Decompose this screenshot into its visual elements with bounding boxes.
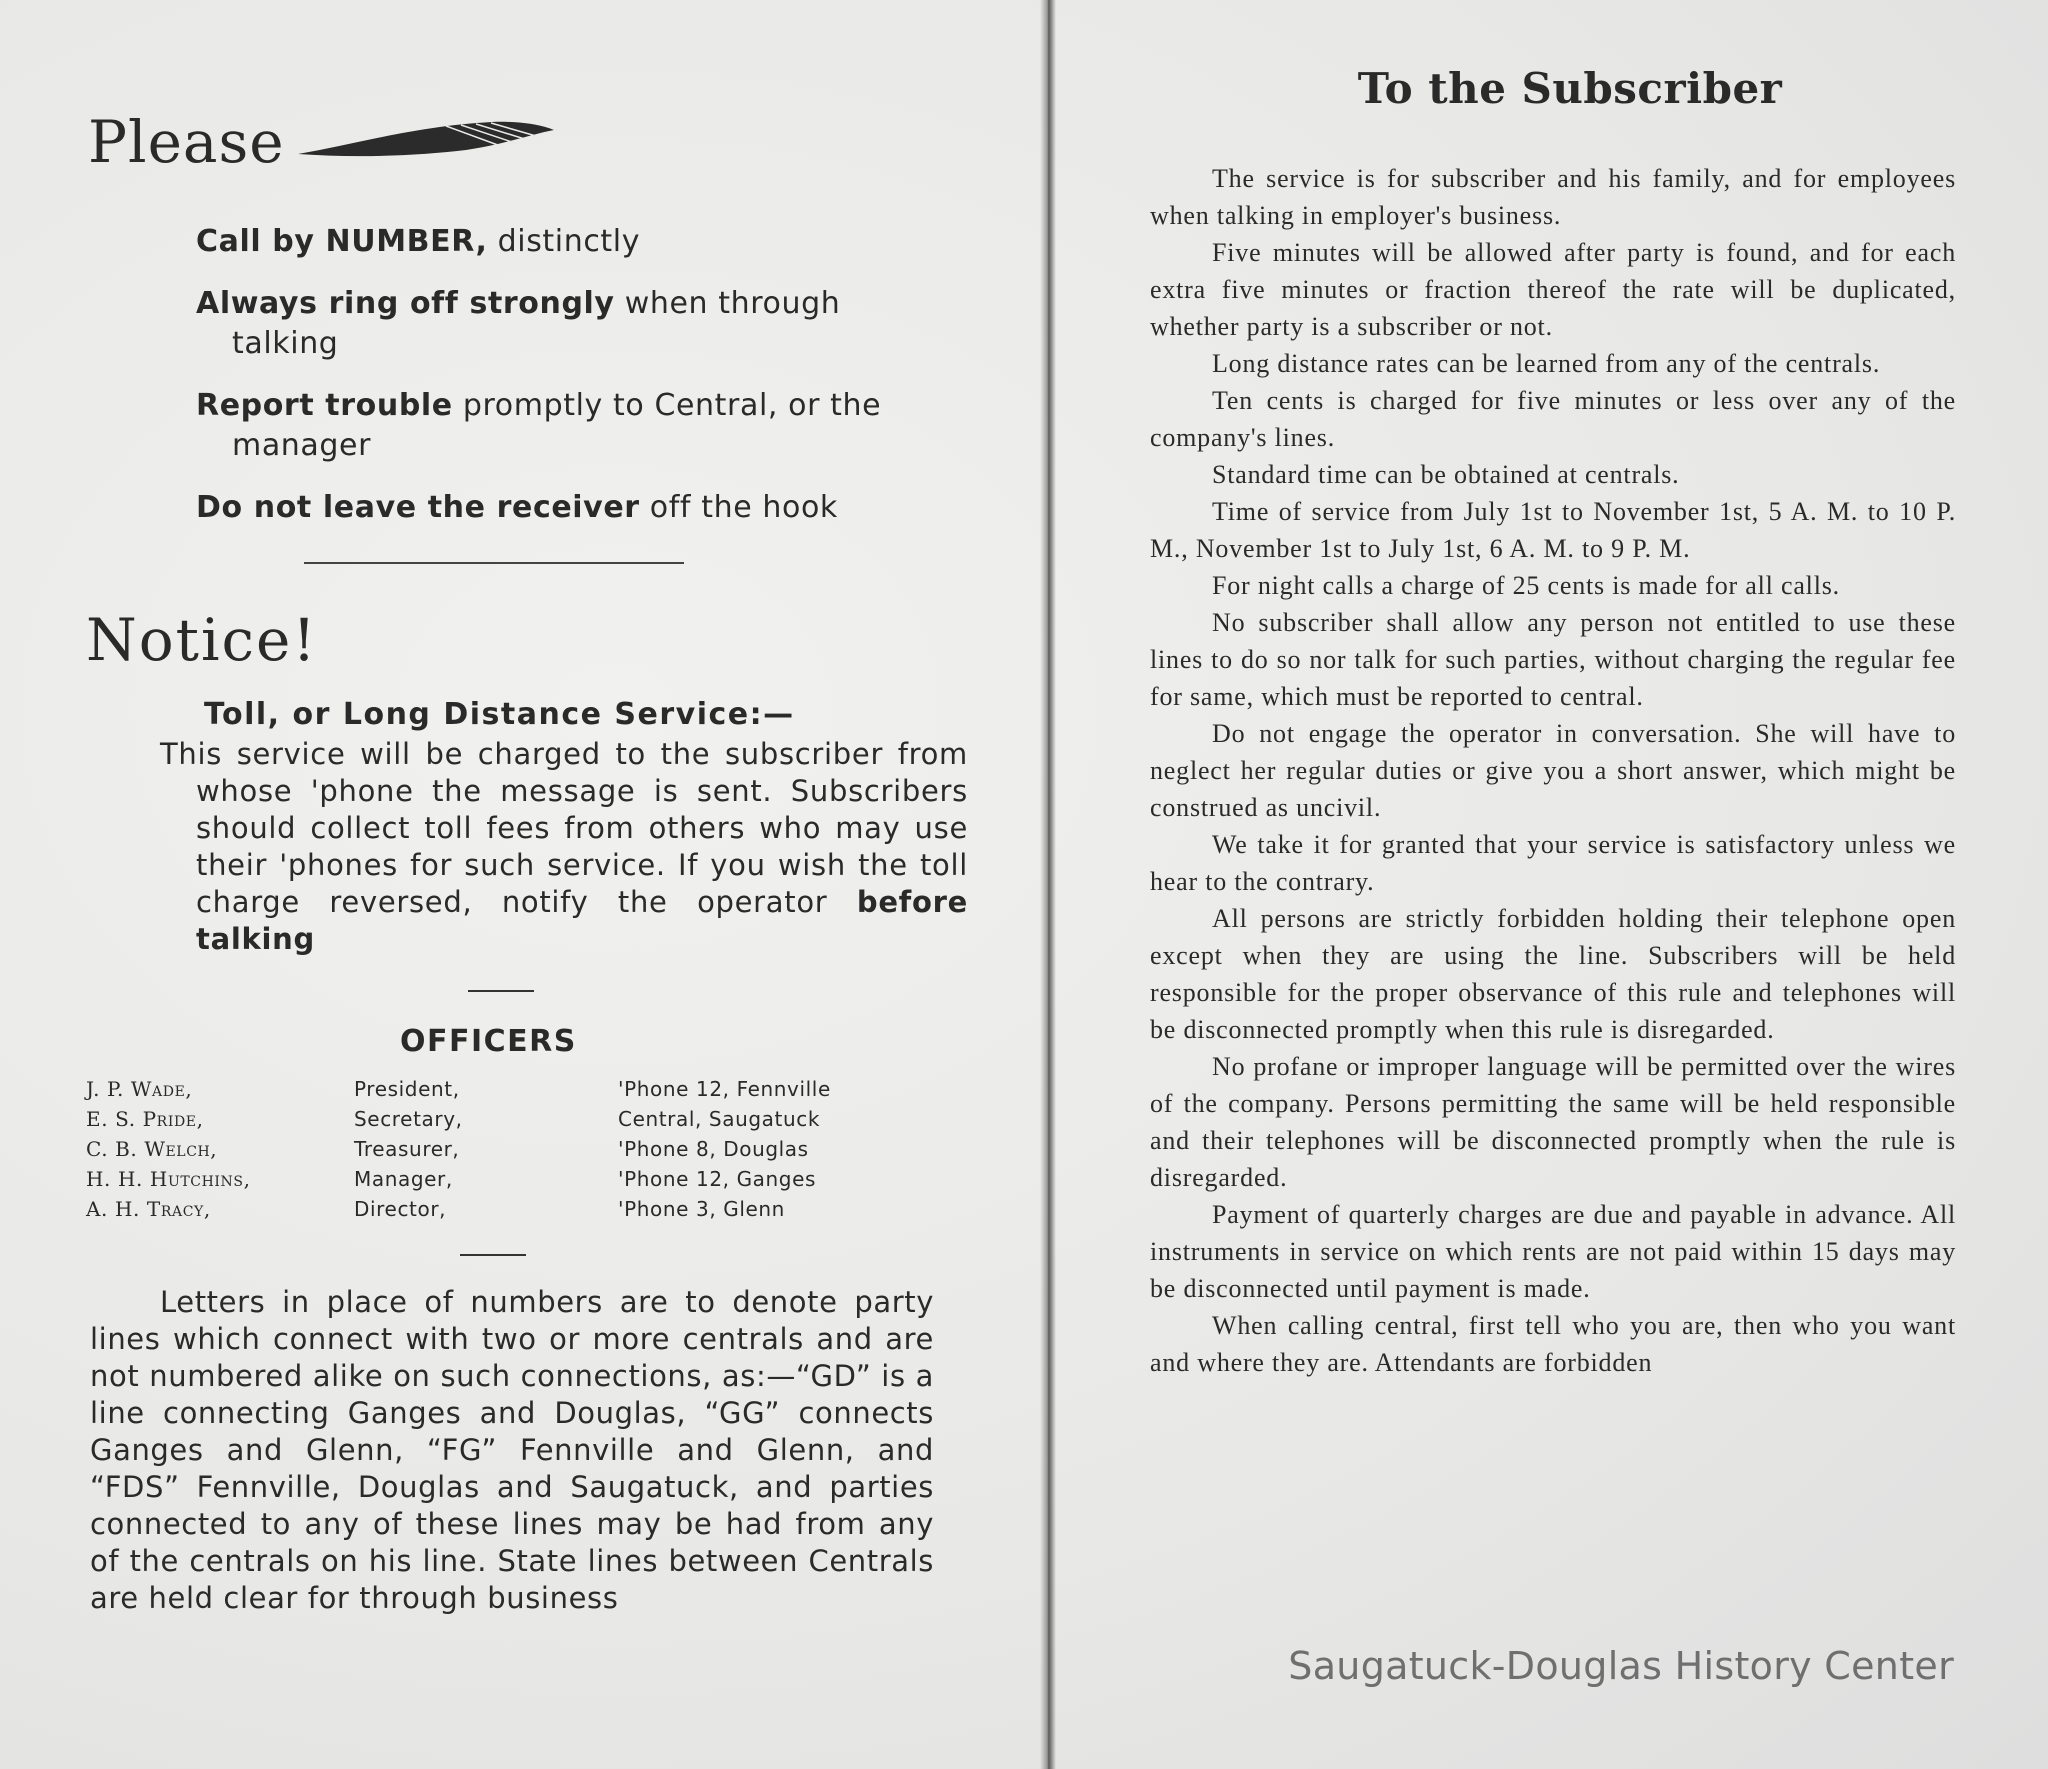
officer-name: J. P. Wade,: [86, 1077, 193, 1101]
please-rules-list: [196, 222, 936, 550]
rule-receiver: [196, 488, 936, 528]
subscriber-paragraph: All persons are strictly forbidden holding their telephone open except when they are using the line. Subscribers will be held responsible for the proper observance of this rule and telephones will be disconnected promptly when this rule is disregarded.: [1150, 904, 1956, 1044]
watermark: Saugatuck-Douglas History Center: [1288, 1644, 1954, 1688]
subscriber-paragraph: When calling central, first tell who you are, then who you want and where they are. Attendants are forbidden: [1150, 1311, 1956, 1377]
toll-heading: Toll, or Long Distance Service:—: [204, 697, 795, 732]
subscriber-paragraph: Long distance rates can be learned from any of the centrals.: [1212, 349, 1881, 378]
rule-bold-text: Call by NUMBER,: [196, 224, 488, 259]
subscriber-title: To the Subscriber: [1357, 64, 1783, 113]
subscriber-rules: [1150, 160, 1956, 1381]
subscriber-paragraph: Time of service from July 1st to November 1st, 5 A. M. to 10 P. M., November 1st to July 1st, 6 A. M. to 9 P. M.: [1150, 497, 1956, 563]
officer-name: C. B. Welch,: [86, 1137, 218, 1161]
rule-text: off the hook: [639, 490, 838, 525]
officer-phone: 'Phone 8, Douglas: [618, 1137, 809, 1161]
rule-bold-text: Report trouble: [196, 388, 453, 423]
subscriber-paragraph: Ten cents is charged for five minutes or less over any of the company's lines.: [1150, 386, 1956, 452]
officer-title: Treasurer,: [354, 1137, 460, 1161]
officer-name: E. S. Pride,: [86, 1107, 204, 1131]
section-divider: [304, 562, 684, 564]
rule-report-trouble: [196, 386, 936, 466]
toll-notice-text: This service will be charged to the subscriber from whose 'phone the message is sent. Subscribers should collect toll fees from others who may use their 'phones for such service. If you wish the toll charge reversed, notify the operator: [160, 737, 968, 919]
right-page: [1056, 0, 2048, 1769]
rule-call-by-number: [196, 222, 936, 262]
rule-bold-text: Always ring off strongly: [196, 286, 615, 321]
short-divider: [460, 1254, 526, 1256]
officer-phone: 'Phone 12, Ganges: [618, 1167, 817, 1191]
subscriber-paragraph: Standard time can be obtained at centrals.: [1212, 460, 1680, 489]
officer-title: President,: [354, 1077, 460, 1101]
subscriber-paragraph: For night calls a charge of 25 cents is made for all calls.: [1212, 571, 1840, 600]
officer-row: [86, 1194, 831, 1224]
officers-table: [86, 1074, 831, 1224]
officer-phone: Central, Saugatuck: [618, 1107, 821, 1131]
party-lines-paragraph: Letters in place of numbers are to denote party lines which connect with two or more centrals and are not numbered alike on such connections, as:—“GD” is a line connecting Ganges and Douglas, “GG” connects Ganges and Glenn, “FG” Fennville and Glenn, and “FDS” Fennville, Douglas and Saugatuck, and parties connected to any of these lines may be had from any of the centrals on his line. State lines between Centrals are held clear for through business: [90, 1285, 934, 1615]
subscriber-paragraph: No profane or improper language will be permitted over the wires of the company. Persons permitting the same will be held responsible and their telephones will be disconnected promptly when the rule is disregarded.: [1150, 1052, 1956, 1192]
officer-phone: 'Phone 12, Fennville: [618, 1077, 831, 1101]
officer-phone: 'Phone 3, Glenn: [618, 1197, 785, 1221]
officer-title: Secretary,: [354, 1107, 463, 1131]
rule-text: when through talking: [232, 286, 841, 361]
short-divider: [468, 990, 534, 992]
subscriber-paragraph: Payment of quarterly charges are due and payable in advance. All instruments in service on which rents are not paid within 15 days may be disconnected until payment is made.: [1150, 1200, 1956, 1303]
subscriber-paragraph: Do not engage the operator in conversation. She will have to neglect her regular duties or give you a short answer, which might be construed as uncivil.: [1150, 719, 1956, 822]
center-fold: [1040, 0, 1056, 1769]
officer-title: Manager,: [354, 1167, 453, 1191]
please-title: Please: [88, 108, 285, 176]
subscriber-paragraph: No subscriber shall allow any person not entitled to use these lines to do so nor talk for such parties, without charging the regular fee for same, which must be reported to central.: [1150, 608, 1956, 711]
officer-name: A. H. Tracy,: [86, 1197, 211, 1221]
subscriber-paragraph: We take it for granted that your service is satisfactory unless we hear to the contrary.: [1150, 830, 1956, 896]
pen-flourish-icon: [296, 118, 558, 166]
rule-bold-text: Do not leave the receiver: [196, 490, 640, 525]
rule-ring-off: [196, 284, 936, 364]
toll-notice-body: [160, 736, 968, 958]
rule-text: promptly to Central, or the manager: [232, 388, 882, 463]
officer-row: [86, 1074, 831, 1104]
subscriber-paragraph: The service is for subscriber and his family, and for employees when talking in employer's business.: [1150, 164, 1956, 230]
officer-row: [86, 1104, 831, 1134]
officers-heading: OFFICERS: [400, 1024, 577, 1059]
notice-title: Notice!: [86, 606, 318, 674]
toll-notice-bold: before talking: [196, 885, 968, 956]
officer-name: H. H. Hutchins,: [86, 1167, 251, 1191]
subscriber-paragraph: Five minutes will be allowed after party is found, and for each extra five minutes or fraction thereof the rate will be duplicated, whether party is a subscriber or not.: [1150, 238, 1956, 341]
officer-title: Director,: [354, 1197, 447, 1221]
officer-row: [86, 1134, 831, 1164]
rule-text: distinctly: [487, 224, 641, 259]
officer-row: [86, 1164, 831, 1194]
